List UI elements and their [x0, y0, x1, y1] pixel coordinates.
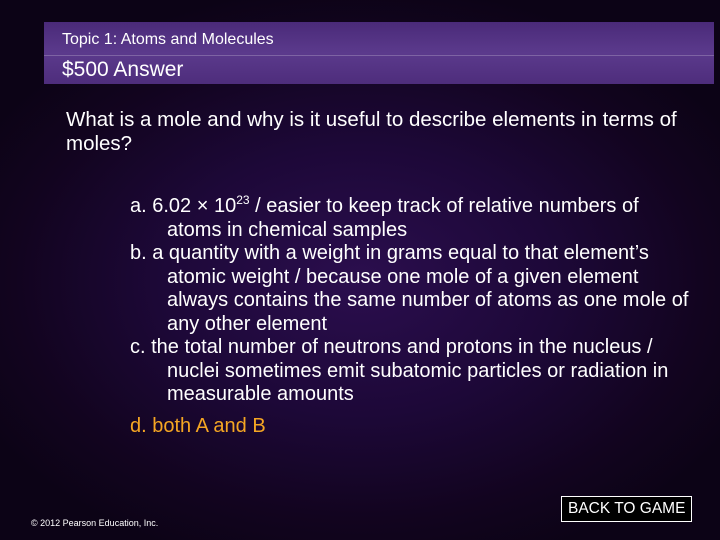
title-divider [44, 55, 714, 56]
answer-b: b. a quantity with a weight in grams equal to that element’s atomic weight / because one mole of a given element always contains the same number of atoms as one mole of any other element [130, 242, 689, 335]
answer-list [130, 195, 690, 438]
answer-a [130, 195, 690, 242]
title-bar [44, 22, 714, 84]
answer-a-suffix: / easier to keep track of relative numbers of atoms in chemical samples [167, 195, 639, 241]
topic-label: Topic 1: Atoms and Molecules [62, 31, 274, 48]
back-to-game-button[interactable]: BACK TO GAME [561, 496, 692, 522]
question-text: What is a mole and why is it useful to describe elements in terms of moles? [66, 108, 677, 155]
answer-c: c. the total number of neutrons and protons in the nucleus / nuclei sometimes emit subatomic particles or radiation in measurable amounts [130, 336, 669, 405]
answer-a-exponent: 23 [236, 193, 250, 207]
slide-title: $500 Answer [62, 58, 184, 81]
answer-d-correct: d. both A and B [130, 414, 266, 437]
copyright-notice: © 2012 Pearson Education, Inc. [31, 518, 159, 528]
answer-a-prefix: a. 6.02 × 10 [130, 195, 237, 217]
